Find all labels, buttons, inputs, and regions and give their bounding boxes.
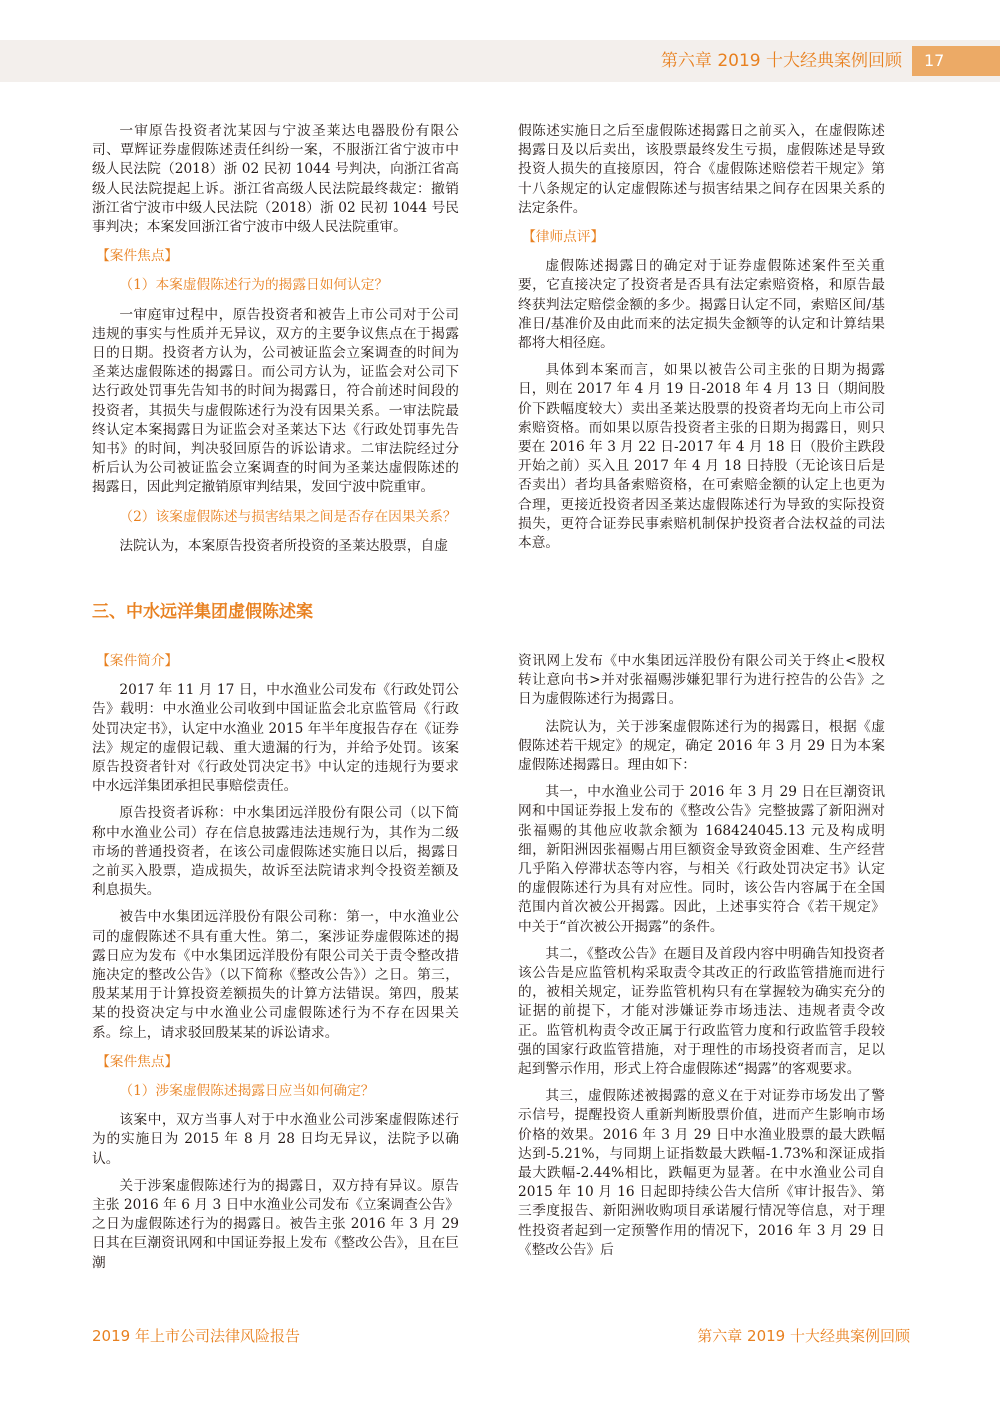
paragraph: 关于涉案虚假陈述行为的揭露日，双方持有异议。原告主张 2016 年 6 月 3 日中水渔业公司发布《立案调查公告》之日为虚假陈述行为的揭露日。被告主张 2016 年 3 月 29 日其在巨潮资讯网和中国证券报上发布《整改公告》，且在巨潮 <box>92 1177 459 1271</box>
paragraph: 法院认为，本案原告投资者所投资的圣莱达股票，自虚 <box>119 537 448 554</box>
paragraph: 其三，虚假陈述被揭露的意义在于对证券市场发出了警示信号，提醒投资人重新判断股票价值，进而产生影响市场价格的效果。2016 年 3 月 29 日中水渔业股票的最大跌幅达到-5.21%，与同期上证指数最大跌幅-1.73%和深证成指最大跌幅-2.44%相比，跌幅更为显著。在中水渔业公司自 2015 年 10 月 16 日起即持续公告大信所《审计报告》、第三季度报告、新阳洲收购项目承诺履行情况等信息，对于理性投资者起到一定预警作用的情况下，2016 年 3 月 29 日《整改公告》后 <box>518 1088 885 1258</box>
top-right-column <box>518 122 885 553</box>
paragraph: 其一，中水渔业公司于 2016 年 3 月 29 日在巨潮资讯网和中国证券报上发布的《整改公告》完整披露了新阳洲对张福赐的其他应收款余额为 168424045.13 元及构成明细，新阳洲因张福赐占用巨额资金导致资金困难、生产经营几乎陷入停滞状态等内容，与相关《行政处罚决定书》认定的虚假陈述行为具有对应性。同时，该公告内容属于在全国范围内首次被公开揭露。因此，上述事实符合《若干规定》中关于“首次被公开揭露”的条件。 <box>518 784 885 935</box>
paragraph: 该案中，双方当事人对于中水渔业公司涉案虚假陈述行为的实施日为 2015 年 8 月 28 日均无异议，法院予以确认。 <box>92 1112 459 1167</box>
paragraph: 虚假陈述揭露日的确定对于证券虚假陈述案件至关重要，它直接决定了投资者是否具有法定索赔资格，和原告最终获判法定赔偿金额的多少。揭露日认定不同，索赔区间/基准日/基准价及由此而来的法定损失金额等的认定和计算结果都将大相径庭。 <box>518 258 885 352</box>
bottom-left-column <box>92 652 459 1273</box>
footer-chapter-title: 第六章 2019 十大经典案例回顾 <box>697 1327 910 1345</box>
paragraph: 具体到本案而言，如果以被告公司主张的日期为揭露日，则在 2017 年 4 月 19 日-2018 年 4 月 13 日（期间股价下跌幅度较大）卖出圣莱达股票的投资者均无向上市公司索赔资格。而如果以原告投资者主张的日期为揭露日，则只要在 2016 年 3 月 22 日-2017 年 4 月 18 日（股价主跌段开始之前）买入且 2017 年 4 月 18 日持股（无论该日后是否卖出）者均具备索赔资格，在可索赔金额的认定上也更为合理，更接近投资者因圣莱达虚假陈述行为导致的实际投资损失，更符合证券民事索赔机制保护投资者合法权益的司法本意。 <box>518 362 885 552</box>
paragraph: 一审庭审过程中，原告投资者和被告上市公司对于公司违规的事实与性质并无异议，双方的主要争议焦点在于揭露日的日期。投资者方认为，公司被证监会立案调查的时间为圣莱达虚假陈述的揭露日。而公司方认为，证监会对公司下达行政处罚事先告知书的时间为揭露日，符合前述时间段的投资者，其损失与虚假陈述行为没有因果关系。一审法院最终认定本案揭露日为证监会对圣莱达下达《行政处罚事先告知书》的时间，判决驳回原告的诉讼请求。二审法院经过分析后认为公司被证监会立案调查的时间为圣莱达虚假陈述的揭露日，因此判定撤销原审判结果，发回宁波中院重审。 <box>92 306 459 496</box>
footer-report-title: 2019 年上市公司法律风险报告 <box>92 1327 300 1345</box>
focus-question: （1）涉案虚假陈述揭露日应当如何确定？ <box>119 1083 375 1100</box>
section-heading: 三、中水远洋集团虚假陈述案 <box>92 602 313 622</box>
paragraph: 一审原告投资者沈某因与宁波圣莱达电器股份有限公司、覃辉证券虚假陈述责任纠纷一案，不服浙江省宁波市中级人民法院（2018）浙 02 民初 1044 号判决，向浙江省高级人民法院提起上诉。浙江省高级人民法院最终裁定：撤销浙江省宁波市中级人民法院（2018）浙 02 民初 1044 号民事判决；本案发回浙江省宁波市中级人民法院重审。 <box>92 123 459 236</box>
paragraph: 资讯网上发布《中水集团远洋股份有限公司关于终止<股权转让意向书>并对张福赐涉嫌犯罪行为进行控告的公告》之日为虚假陈述行为揭露日。 <box>518 653 885 708</box>
top-left-column <box>92 122 459 556</box>
section-tag: 【案件焦点】 <box>96 248 179 265</box>
section-tag: 【案件焦点】 <box>96 1053 179 1070</box>
bottom-right-column <box>518 652 885 1260</box>
paragraph: 2017 年 11 月 17 日，中水渔业公司发布《行政处罚公告》载明：中水渔业公司收到中国证监会北京监管局《行政处罚决定书》，认定中水渔业 2015 年半年度报告存在《证券法》规定的虚假记载、重大遗漏的行为，并给予处罚。该案原告投资者针对《行政处罚决定书》中认定的违规行为要求中水远洋集团承担民事赔偿责任。 <box>92 682 459 795</box>
paragraph: 其二，《整改公告》在题目及首段内容中明确告知投资者该公告是应监管机构采取责令其改正的行政监管措施而进行的，被相关规定，证券监管机构只有在掌握较为确实充分的证据的前提下，才能对涉嫌证券市场违法、违规者责令改正。监管机构责令改正属于行政监管力度和行政监管手段较强的国家行政监管措施，对于理性的市场投资者而言，足以起到警示作用，形式上符合虚假陈述“揭露”的客观要求。 <box>518 945 885 1078</box>
chapter-title: 第六章 2019 十大经典案例回顾 <box>660 51 902 71</box>
page-number: 17 <box>912 46 1000 76</box>
focus-question: （1）本案虚假陈述行为的揭露日如何认定？ <box>119 277 389 294</box>
focus-question: （2）该案虚假陈述与损害结果之间是否存在因果关系？ <box>119 508 457 525</box>
section-tag: 【律师点评】 <box>522 229 605 246</box>
section-tag: 【案件简介】 <box>96 653 179 669</box>
paragraph: 被告中水集团远洋股份有限公司称：第一，中水渔业公司的虚假陈述不具有重大性。第二，案涉证券虚假陈述的揭露日应为发布《中水集团远洋股份有限公司关于责令整改措施决定的整改公告》（以下简称《整改公告》）之日。第三，殷某某用于计算投资差额损失的计算方法错误。第四，殷某某的投资决定与中水渔业公司虚假陈述行为不存在因果关系。综上，请求驳回殷某某的诉讼请求。 <box>92 909 459 1041</box>
paragraph: 原告投资者诉称：中水集团远洋股份有限公司（以下简称中水渔业公司）存在信息披露违法违规行为，其作为二级市场的普通投资者，在该公司虚假陈述实施日以后，揭露日之前买入股票，造成损失，故诉至法院请求判令投资差额及利息损失。 <box>92 805 459 899</box>
paragraph: 假陈述实施日之后至虚假陈述揭露日之前买入，在虚假陈述揭露日及以后卖出，该股票最终发生亏损，虚假陈述是导致投资人损失的直接原因，符合《虚假陈述赔偿若干规定》第十八条规定的认定虚假陈述与损害结果之间存在因果关系的法定条件。 <box>518 123 885 216</box>
paragraph: 法院认为，关于涉案虚假陈述行为的揭露日，根据《虚假陈述若干规定》的规定，确定 2016 年 3 月 29 日为本案虚假陈述揭露日。理由如下： <box>518 718 885 774</box>
